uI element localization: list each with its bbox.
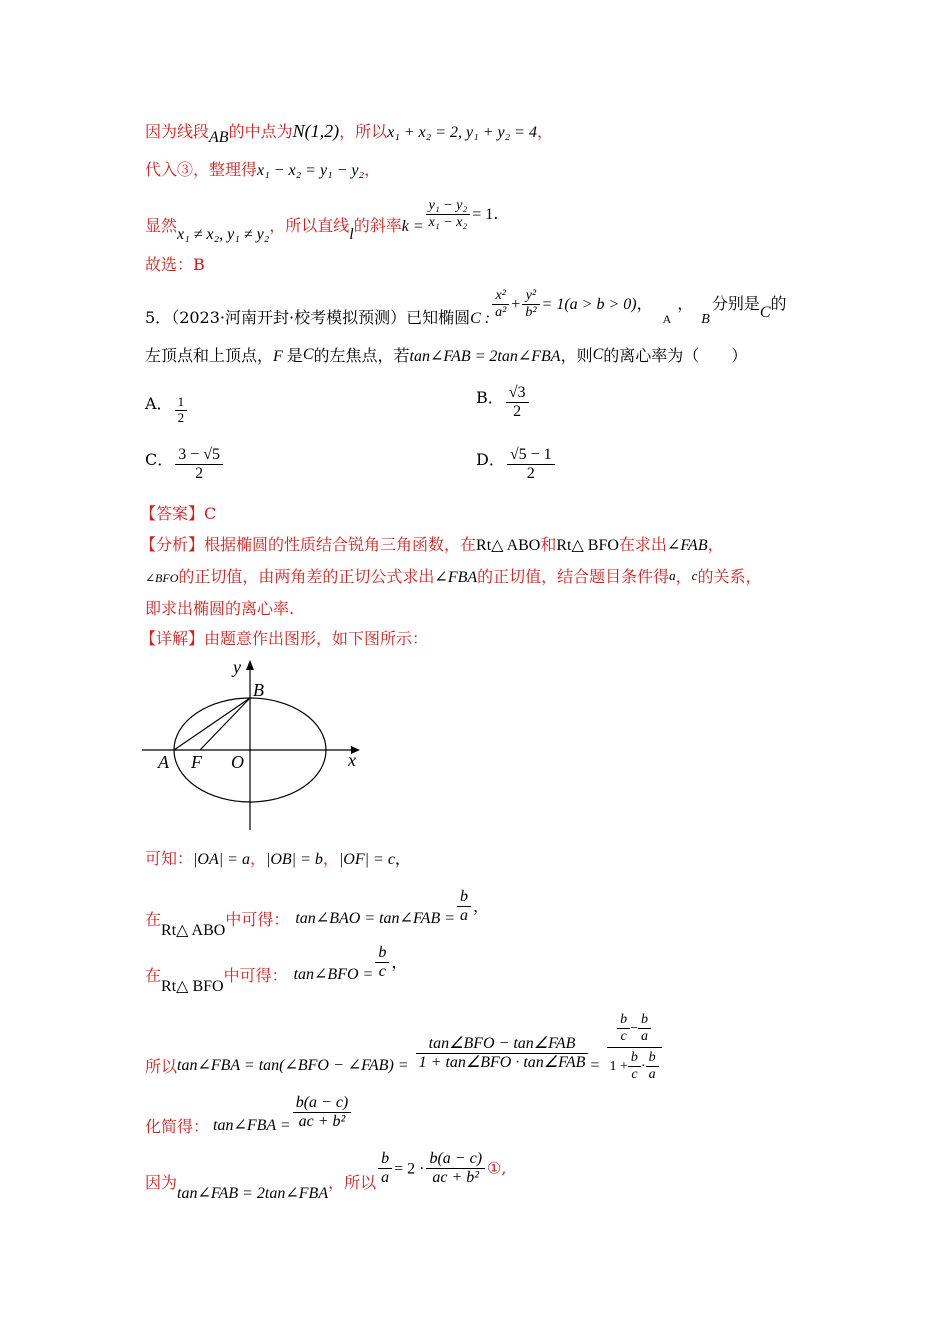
y-axis-label: y — [233, 657, 241, 677]
analysis-line-2 — [145, 569, 761, 586]
ob-length: |OB| = b — [265, 851, 323, 868]
text: ， — [536, 122, 553, 141]
f-label: F — [191, 752, 202, 772]
numerator: b — [375, 944, 389, 963]
numerator: √3 — [506, 384, 529, 403]
denominator: c — [620, 1029, 627, 1045]
text: 左顶点和上顶点， — [145, 346, 274, 365]
segment-ab: AB — [209, 129, 229, 146]
numerator: b — [617, 1012, 630, 1029]
denominator: a — [648, 1067, 656, 1083]
x-fraction — [492, 288, 509, 321]
y-axis-arrow — [246, 660, 254, 670]
text: ， — [473, 896, 490, 916]
denominator: 1 + tan∠BFO · tan∠FAB — [418, 1054, 586, 1072]
text: 由题意作出图形，如下图所示： — [204, 629, 429, 648]
slope-fraction — [426, 198, 471, 231]
equals-two: = 2 · — [394, 1160, 425, 1178]
ellipse-c: C — [592, 346, 604, 363]
text: 的正切值，由两角差的正切公式求出 — [178, 567, 435, 586]
answer-label: 【答案】 — [140, 504, 205, 523]
segment-fb — [200, 698, 250, 750]
text: ， — [636, 294, 653, 314]
text: 是 — [286, 346, 303, 365]
triangle-bfo: Rt△ BFO — [161, 978, 224, 996]
b-over-a — [378, 1150, 392, 1188]
text: 和 — [540, 535, 557, 554]
b-over-a — [457, 888, 471, 926]
focus-f: F — [273, 348, 283, 365]
question-number: 5． — [145, 308, 172, 328]
b-over-c — [375, 944, 389, 982]
text: ， — [675, 567, 692, 586]
line-midpoint — [145, 121, 553, 146]
option-b[interactable] — [476, 384, 531, 422]
o-label: O — [231, 752, 244, 772]
one-plus: 1 + — [609, 1059, 628, 1074]
denominator: c — [631, 1067, 638, 1083]
of-length: |OF| = c — [338, 851, 395, 868]
tan-bao-equation: tan∠BAO = tan∠FAB = — [295, 910, 456, 928]
ellipse-c: C — [302, 346, 314, 363]
text: ， — [364, 160, 381, 179]
solution-line-6 — [145, 1150, 507, 1203]
angle-fba: ∠FBA — [434, 569, 478, 586]
numerator: b(a − c) — [293, 1094, 352, 1113]
answer-value: C — [204, 504, 217, 523]
point-b: B — [701, 312, 710, 328]
text: 在求出 — [618, 535, 667, 554]
ellipse-figure — [140, 655, 370, 835]
point-n: N(1,2) — [292, 121, 340, 141]
denominator: c — [378, 963, 386, 981]
slope-k: k = — [401, 218, 424, 236]
text: ， — [677, 294, 694, 314]
numerator: b — [646, 1050, 659, 1067]
numerator: b — [378, 1150, 392, 1169]
text: 因为 — [145, 1173, 178, 1193]
numerator: b — [638, 1012, 651, 1029]
text: ，则 — [560, 346, 593, 365]
option-value — [507, 446, 555, 484]
compound-fraction — [607, 1012, 662, 1083]
text: 因为线段 — [145, 122, 210, 141]
option-label: A． — [145, 393, 173, 413]
ellipse-name: C : — [470, 310, 491, 328]
option-label: B． — [476, 388, 504, 408]
numerator: b(a − c) — [426, 1150, 485, 1169]
line-l: l — [349, 226, 354, 244]
var-a: a — [669, 568, 676, 583]
text: 化简得： — [145, 1117, 210, 1137]
var-c: c — [691, 568, 698, 583]
text: ， — [391, 952, 408, 972]
text: . — [493, 204, 499, 224]
b-label: B — [253, 680, 264, 700]
segment-ab — [174, 698, 250, 750]
text: 根据椭圆的性质结合锐角三角函数，在 — [204, 535, 477, 554]
angle-fab: ∠FAB — [666, 537, 708, 554]
triangle-bfo: Rt△ BFO — [556, 537, 619, 554]
text: ，所以 — [339, 122, 388, 141]
inequality: x₁ ≠ x₂, y₁ ≠ y₂ — [177, 226, 270, 244]
numerator: b — [457, 888, 471, 907]
text: 中可得： — [223, 966, 288, 986]
text: 分别是 — [711, 294, 760, 314]
denominator: a — [641, 1029, 648, 1045]
numerator: 1 — [175, 395, 188, 411]
text: 显然 — [145, 216, 178, 236]
solution-line-5 — [145, 1094, 353, 1140]
text: 的 — [770, 294, 787, 314]
denominator: b² — [525, 305, 537, 321]
question-source: （2023·河南开封·校考模拟预测）已知椭圆 — [171, 308, 471, 328]
denominator: ac + b² — [432, 1169, 480, 1187]
numerator: b — [628, 1050, 641, 1067]
option-label: C． — [145, 450, 174, 470]
question-5-line-1: 5．（2023·河南开封·校考模拟预测）已知椭圆C : $\frac{\text{x²}}{\text{a²}}$ + $\frac{\text{y²}}{\text{b²}}$ = 1(a > b > 0)，$_A$，B分别是C的 — [145, 288, 787, 328]
denominator: 2 — [526, 465, 535, 483]
text: 在 — [145, 910, 162, 930]
answer-line — [140, 506, 216, 522]
analysis-label: 【分析】 — [140, 535, 205, 554]
a-label: A — [158, 752, 169, 772]
text: 所以 — [145, 1057, 178, 1077]
tan-difference-fraction — [416, 1035, 589, 1073]
denominator: a — [460, 907, 469, 925]
denominator: a — [381, 1169, 390, 1187]
numerator: 3 − √5 — [175, 446, 223, 465]
option-value — [175, 395, 188, 426]
angle-bfo: ∠BFO — [145, 571, 179, 585]
denominator: 2 — [195, 465, 204, 483]
text: 的关系， — [697, 567, 762, 586]
text: 的中点为 — [228, 122, 293, 141]
text: ，所以 — [328, 1173, 377, 1193]
triangle-abo: Rt△ ABO — [161, 922, 226, 940]
detail-line — [140, 631, 428, 647]
text: 即求出椭圆的离心率. — [145, 599, 295, 618]
text: 的斜率 — [353, 216, 402, 236]
numerator: y₁ − y₂ — [426, 198, 471, 215]
slope-value: = 1 — [472, 206, 494, 224]
line-choice — [145, 257, 205, 273]
text: 可知： — [145, 849, 194, 868]
option-a[interactable] — [145, 395, 189, 426]
simplified-equation: tan∠FBA = — [213, 1117, 291, 1135]
simplified-fraction — [426, 1150, 485, 1188]
text: ， — [707, 535, 724, 554]
text: ，所以直线 — [269, 216, 350, 236]
solution-line-2 — [145, 888, 490, 940]
denominator: ac + b² — [298, 1113, 346, 1131]
denominator: 2 — [513, 403, 522, 421]
text: 在 — [145, 966, 162, 986]
option-label: D． — [476, 450, 505, 470]
oa-length: |OA| = a — [193, 851, 250, 868]
text: ， — [394, 849, 411, 868]
denominator: 2 — [177, 409, 185, 425]
tan-fba-expand: tan∠FBA = tan(∠BFO − ∠FAB) = — [177, 1057, 409, 1075]
solution-line-1 — [145, 851, 411, 868]
text: 代入③，整理得 — [145, 160, 258, 179]
point-a: A — [662, 312, 672, 327]
ellipse-c: C — [759, 304, 771, 322]
option-d[interactable] — [476, 446, 557, 484]
numerator: y² — [522, 288, 539, 305]
ellipse-condition: = 1(a > b > 0) — [541, 296, 637, 314]
condition: tan∠FAB = 2tan∠FBA — [409, 348, 561, 365]
text: ， — [249, 849, 266, 868]
minus: − — [630, 1020, 638, 1036]
solution-line-4 — [145, 998, 664, 1082]
numerator: x² — [492, 288, 509, 305]
line-slope — [145, 198, 498, 242]
dot: · — [640, 1059, 646, 1074]
triangle-abo: Rt△ ABO — [476, 537, 541, 554]
text: ， — [322, 849, 339, 868]
text: 故选：B — [145, 255, 205, 274]
option-value — [506, 384, 529, 422]
text: 中可得： — [225, 910, 290, 930]
x-axis-label: x — [348, 750, 356, 770]
analysis-line-3 — [145, 601, 294, 617]
text: 的正切值，结合题目条件得 — [477, 567, 670, 586]
line-substitute — [145, 162, 380, 179]
sum-equation: x₁ + x₂ = 2, y₁ + y₂ = 4 — [387, 124, 537, 141]
text: 的离心率为（ ） — [603, 346, 748, 365]
condition: tan∠FAB = 2tan∠FBA — [177, 1185, 329, 1203]
numerator: √5 − 1 — [507, 446, 555, 465]
simplified-fraction — [293, 1094, 352, 1132]
detail-label: 【详解】 — [140, 629, 205, 648]
equation-marker: ①, — [487, 1158, 507, 1178]
equals: = — [590, 1057, 600, 1075]
denominator: x₁ − x₂ — [428, 215, 468, 231]
numerator: tan∠BFO − tan∠FAB — [416, 1035, 589, 1054]
tan-bfo-equation: tan∠BFO = — [293, 966, 374, 984]
analysis-line-1 — [140, 537, 724, 554]
y-fraction — [522, 288, 539, 321]
option-value — [175, 446, 223, 484]
solution-line-3 — [145, 944, 408, 996]
text: 的左焦点，若 — [313, 346, 410, 365]
question-5-line-2 — [145, 348, 747, 365]
option-c[interactable] — [145, 446, 225, 484]
diff-equation: x₁ − x₂ = y₁ − y₂ — [257, 162, 365, 179]
denominator: a² — [495, 305, 507, 321]
